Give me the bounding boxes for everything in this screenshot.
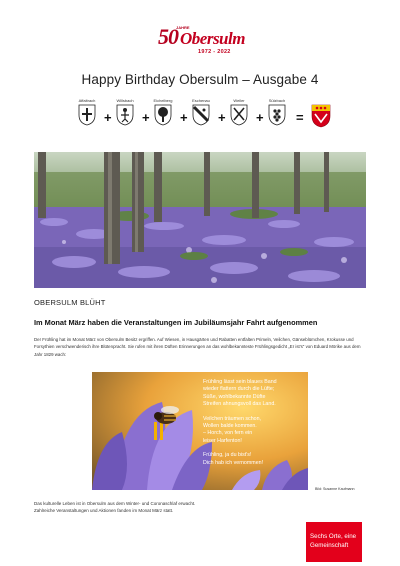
poem-line: Streifen ahnungsvoll das Land. (203, 401, 276, 408)
slogan-line: Sechs Orte, eine (310, 533, 357, 540)
plus-sign: + (104, 110, 112, 125)
shield-tools-icon (230, 104, 248, 126)
poem-line: Veilchen träumen schon, (203, 415, 262, 422)
poem-line: wieder flattern durch die Lüfte; (203, 386, 275, 393)
photo-credit: Bild: Susanne Kaufmann (315, 487, 355, 491)
coat-of-arms-willsbach (112, 98, 138, 126)
plus-sign: + (218, 110, 226, 125)
article-headline: Im Monat März haben die Veranstaltungen im Jubiläumsjahr Fahrt aufgenommen (34, 318, 318, 327)
coat-of-arms-weiler (226, 98, 252, 126)
poem-line: Dich hab ich vernommen! (203, 459, 264, 466)
crocus-meadow-photo (34, 152, 366, 288)
arm-label: Sülzbach (268, 98, 286, 103)
equals-sign: = (296, 110, 304, 125)
coats-of-arms-row (74, 98, 334, 134)
slogan-line: Gemeinschaft (310, 542, 349, 549)
poem-line: – Horch, von fern ein (203, 430, 253, 437)
shield-cross-icon (78, 104, 96, 126)
page-title: Happy Birthday Obersulm – Ausgabe 4 (81, 72, 319, 87)
coat-of-arms-obersulm (308, 104, 334, 128)
poem-text (203, 379, 303, 467)
closing-paragraph (34, 500, 294, 515)
slogan-box (306, 522, 362, 562)
obersulm-50-logo (158, 24, 248, 60)
arm-label: Eichelberg (153, 98, 173, 103)
closing-line: Zahlreiche Veranstaltungen und Aktionen fanden im Monat März statt. (34, 508, 174, 514)
arm-label: Affaltrach (78, 98, 96, 103)
plus-sign: + (180, 110, 188, 125)
poem-line: Süße, wohlbekannte Düfte (203, 393, 266, 400)
coat-of-arms-eichelberg (150, 98, 176, 126)
coat-of-arms-eschenau (188, 98, 214, 126)
poem-line: Frühling, ja du bist's! (203, 452, 252, 459)
logo-number: 50 (158, 24, 178, 49)
closing-line: Das kulturelle Leben ist in Obersulm aus dem Winter- und Coronaschlaf erwacht. (34, 501, 196, 506)
arm-label: Weiler (233, 98, 245, 103)
poem-line: leiser Harfenton! (203, 437, 242, 444)
plus-sign: + (256, 110, 264, 125)
coat-of-arms-affaltrach (74, 98, 100, 126)
shield-figure-icon (116, 104, 134, 126)
arm-label: Willsbach (116, 98, 134, 103)
section-kicker: OBERSULM BLÜHT (34, 298, 106, 307)
shield-tree-icon (154, 104, 172, 126)
shield-diagonal-icon (192, 104, 210, 126)
coat-of-arms-suelzbach (264, 98, 290, 126)
intro-paragraph: Der Frühling hat im Monat März von Obersulm Besitz ergriffen. Auf Wiesen, in Hausgärten und Rabatten entfalten Primeln, Veilchen, Gänseblümchen, Krokusse und Forsythien verschwenderisch ihre Blütenpracht. Sie rufen mit ihren Düften Erinnerungen an das wohlbekannteste Frühlingsgedicht „Er ist's" von Eduard Mörike aus dem Jahr 1829 wach: (34, 337, 361, 357)
logo-jahre: JAHRE (176, 25, 190, 30)
plus-sign: + (142, 110, 150, 125)
poem-line: Wollen balde kommen. (203, 423, 257, 430)
shield-obersulm-color-icon (311, 104, 331, 128)
logo-name: Obersulm (180, 29, 245, 48)
shield-grapes-icon (268, 104, 286, 126)
arm-label: Eschenau (192, 98, 210, 103)
poem-line: Frühling lässt sein blaues Band (203, 379, 277, 385)
logo-years: 1972 - 2022 (198, 49, 231, 55)
